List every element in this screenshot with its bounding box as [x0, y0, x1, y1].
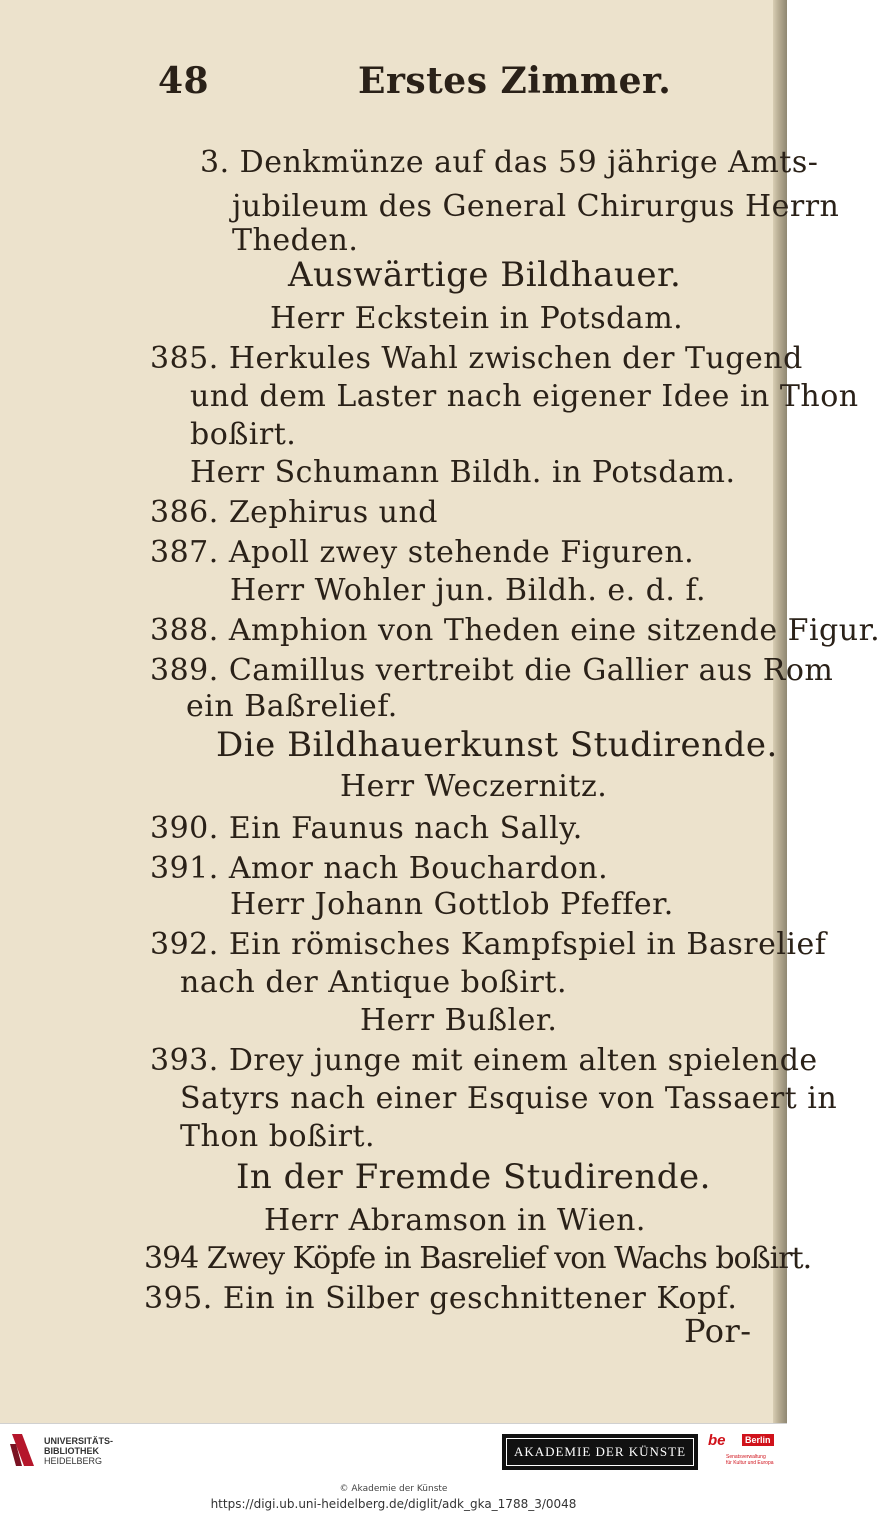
catalog-entry: 393. Drey junge mit einem alten spielende — [150, 1043, 818, 1078]
catalog-entry: 390. Ein Faunus nach Sally. — [150, 811, 583, 846]
text-line: und dem Laster nach eigener Idee in Thon — [190, 379, 859, 414]
page-header-title: Erstes Zimmer. — [358, 60, 672, 102]
artist-name: Herr Bußler. — [360, 1003, 558, 1038]
section-heading: Auswärtige Bildhauer. — [288, 255, 682, 295]
artist-name: Herr Eckstein in Potsdam. — [270, 301, 684, 336]
catalog-entry: 387. Apoll zwey stehende Figuren. — [150, 535, 695, 570]
artist-name: Herr Abramson in Wien. — [264, 1203, 646, 1238]
catalog-entry: 391. Amor nach Bouchardon. — [150, 851, 609, 886]
copyright-notice: © Akademie der Künste — [339, 1484, 448, 1494]
catchword: Por- — [684, 1312, 752, 1350]
berlin-senate-logo: be Berlin Senatsverwaltung für Kultur und Europa — [708, 1432, 774, 1466]
artist-name: Herr Weczernitz. — [340, 769, 608, 804]
catalog-entry: 386. Zephirus und — [150, 495, 438, 530]
text-line: Thon boßirt. — [180, 1119, 376, 1154]
university-library-logo-icon — [8, 1430, 38, 1470]
artist-name: Herr Wohler jun. Bildh. e. d. f. — [230, 573, 707, 608]
text-line: nach der Antique boßirt. — [180, 965, 567, 1000]
catalog-entry: 385. Herkules Wahl zwischen der Tugend — [150, 341, 803, 376]
section-heading: Die Bildhauerkunst Studirende. — [216, 725, 778, 765]
akademie-logo — [502, 1434, 698, 1470]
text-line: Theden. — [232, 223, 359, 258]
text-line: Satyrs nach einer Esquise von Tassaert in — [180, 1081, 838, 1116]
university-library-label: UNIVERSITÄTS- BIBLIOTHEK HEIDELBERG — [44, 1436, 114, 1466]
artist-name: Herr Johann Gottlob Pfeffer. — [230, 887, 674, 922]
catalog-entry: 395. Ein in Silber geschnittener Kopf. — [144, 1281, 738, 1316]
text-line: ein Baßrelief. — [186, 689, 398, 724]
text-line: jubileum des General Chirurgus Herrn — [232, 189, 840, 224]
catalog-entry: 389. Camillus vertreibt die Gallier aus Rom — [150, 653, 834, 688]
catalog-entry: 392. Ein römisches Kampfspiel in Basrelief — [150, 927, 827, 962]
akademie-label: AKADEMIE DER KÜNSTE — [506, 1438, 694, 1466]
text-line: 3. Denkmünze auf das 59 jährige Amts- — [200, 145, 819, 180]
catalog-entry: 388. Amphion von Theden eine sitzende Figur. — [150, 613, 880, 648]
source-url[interactable]: https://digi.ub.uni-heidelberg.de/diglit/adk_gka_1788_3/0048 — [210, 1497, 577, 1511]
page-number: 48 — [158, 60, 210, 102]
text-line: boßirt. — [190, 417, 297, 452]
artist-name: Herr Schumann Bildh. in Potsdam. — [190, 455, 736, 490]
catalog-entry: 394 Zwey Köpfe in Basrelief von Wachs boßirt. — [144, 1241, 812, 1276]
section-heading: In der Fremde Studirende. — [236, 1157, 711, 1197]
